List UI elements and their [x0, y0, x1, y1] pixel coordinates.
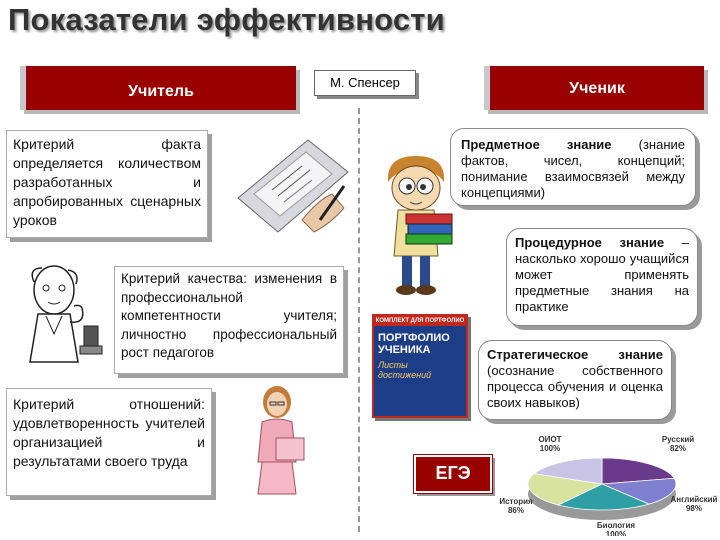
pie-label-2: Русский 82%	[661, 435, 695, 453]
column-divider	[358, 108, 360, 532]
fact-criterion-text: Критерий факта определяется количеством разработанных и апробированных сценарных уроков	[13, 136, 201, 228]
relation-criterion-box	[6, 388, 212, 496]
fact-criterion-box	[6, 130, 208, 238]
student-illustration	[376, 152, 462, 302]
subject-knowledge-callout	[450, 128, 696, 206]
procedural-knowledge-lead: Процедурное знание	[515, 235, 665, 250]
ege-button[interactable]: ЕГЭ	[414, 455, 492, 493]
pie-label-1: ОИОТ 100%	[538, 435, 562, 453]
quality-criterion-lead: Критерий качества:	[121, 271, 247, 286]
procedural-knowledge-callout	[506, 228, 698, 326]
portfolio-book-top: КОМПЛЕКТ ДЛЯ ПОРТФОЛИО	[375, 318, 465, 324]
teacher-woman-illustration	[244, 382, 310, 500]
teacher-header: Учитель	[20, 66, 296, 110]
student-header: Ученик	[484, 66, 704, 110]
strategic-knowledge-callout	[478, 340, 672, 420]
author-label: М. Спенсер	[314, 70, 416, 96]
portfolio-book-subtitle: Листы достижений	[378, 360, 432, 380]
quality-criterion-text: изменения в профессиональной компетентности учителя; личностно профессиональный рост педагогов	[121, 271, 337, 360]
strategic-knowledge-lead: Стратегическое знание	[487, 347, 663, 362]
thinking-man-illustration	[8, 262, 108, 380]
portfolio-book-cover	[372, 314, 468, 418]
pie-label-5: История 86%	[499, 497, 533, 515]
procedural-knowledge-text: – насколько хорошо учащийся может применять предметные знания на практике	[515, 235, 689, 314]
tablet-illustration	[232, 128, 350, 240]
strategic-knowledge-text: (осознание собственного процесса обучения и оценка своих навыков)	[487, 363, 663, 410]
quality-criterion-box	[114, 266, 344, 374]
results-pie-chart	[498, 432, 718, 536]
pie-label-4: Биология 100%	[596, 521, 636, 536]
subject-knowledge-lead: Предметное знание	[461, 137, 612, 152]
relation-criterion-text: Критерий отношений: удовлетворенность учителей организацией и результатами своего труда	[13, 396, 205, 469]
portfolio-book-title: ПОРТФОЛИО УЧЕНИКА	[378, 332, 450, 356]
page-title: Показатели эффективности	[8, 2, 445, 37]
pie-label-3: Английский 98%	[670, 495, 718, 513]
subject-knowledge-text: (знание фактов, чисел, концепций; понимание взаимосвязей между концепциями)	[461, 137, 685, 200]
